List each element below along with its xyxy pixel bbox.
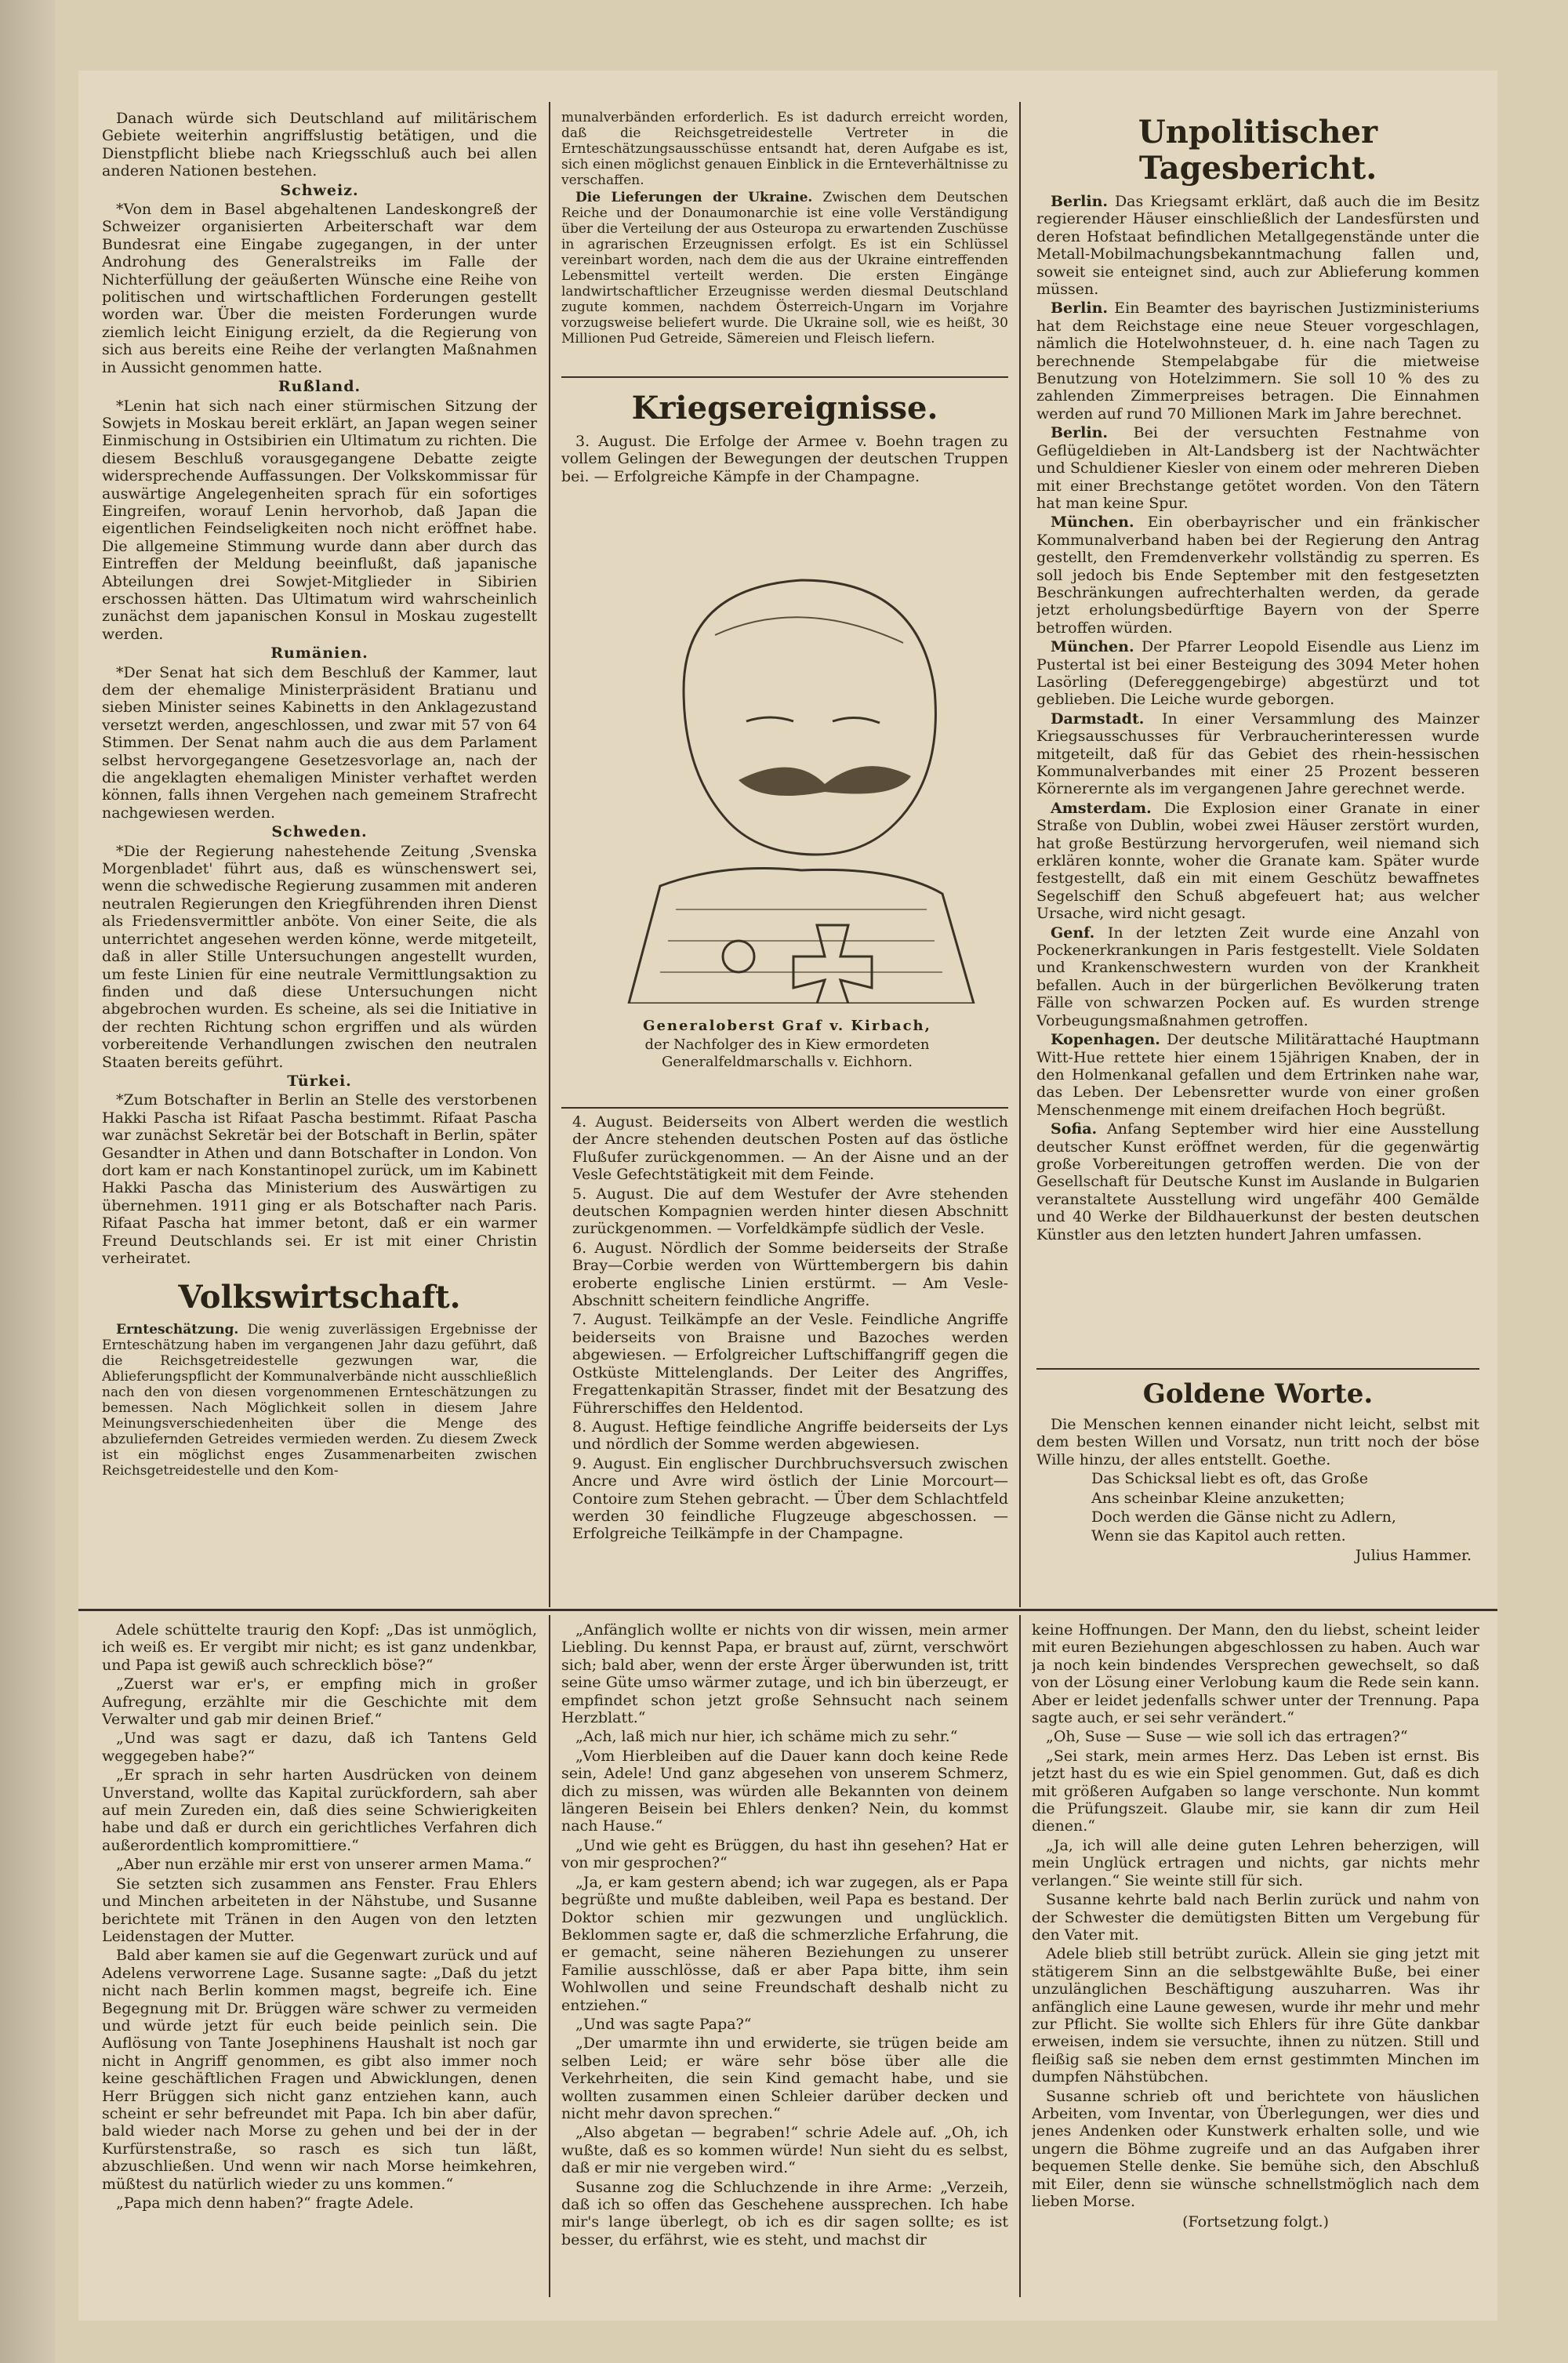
article-text [561,190,1008,347]
war-entry: 9. August. Ein englischer Durchbruchsversuch zwischen Ancre und Avre wird östlich der Linie Morcourt—Contoire zum Stehen gebracht. — Über dem Schlachtfeld werden 30 feindliche Flugzeuge abgeschossen. — Erfolgreiche Teilkämpfe in der Champagne. [572,1454,1008,1543]
story-paragraph: „Und was sagt er dazu, daß ich Tantens Geld weggegeben habe?“ [102,1730,537,1765]
section-heading: Türkei. [287,1072,352,1090]
news-item [1036,193,1479,298]
story-continuation: (Fortsetzung folgt.) [1182,2213,1329,2231]
article-text [102,1322,537,1479]
news-item [1036,638,1479,709]
news-body: Bei der versuchten Festnahme von Geflügeldieben in Alt-Landsberg ist der Nachtwächter und Schuldiener Kiesler von einem oder mehreren Dieben mit einer Brechstange getötet worden. Von den Tätern hat man keine Spur. [1036,424,1479,512]
caption-name: Generaloberst Graf v. Kirbach, [643,1018,931,1034]
column-politics [102,110,537,1603]
story-paragraph: „Der umarmte ihn und erwiderte, sie trügen beide am selben Leid; er wäre sehr böse über alle die Verkehrheiten, die sein Kind gemacht habe, und sie wollten zusammen einen Schleier darüber decken und nicht mehr davon sprechen.“ [561,2035,1008,2122]
caption-text: der Nachfolger des in Kiew ermordeten Generalfeldmarschalls v. Eichhorn. [644,1036,930,1070]
war-entry: 3. August. Die Erfolge der Armee v. Boehn tragen zu vollem Gelingen der Bewegungen der deutschen Truppen bei. — Erfolgreiche Kämpfe in der Champagne. [561,433,1008,485]
section-heading: Rumänien. [270,644,368,662]
story-paragraph: Bald aber kamen sie auf die Gegenwart zurück und auf Adelens verworrene Lage. Susanne sagte: „Daß du jetzt nicht nach Berlin kommen magst, begreife ich. Eine Begegnung mit Dr. Brüggen wäre schwer zu vermeiden und würde jetzt für euch beide peinlich sein. Die Auflösung von Tante Josephinens Haushalt ist noch gar nicht in Angriff genommen, es gibt also immer noch keine geschäftlichen Fragen und Abwicklungen, denen Herr Brüggen sich nicht ganz entziehen kann, auch scheint er sehr befreundet mit Papa. Ich bin aber dafür, bald wieder nach Morse zu gehen und bei der in der Kurfürstenstraße, so rasch es sich tun läßt, abzuschließen. Und wenn wir nach Morse heimkehren, müßtest du natürlich wieder zu uns kommen.“ [102,1947,537,2193]
war-entry: 6. August. Nördlich der Somme beiderseits der Straße Bray—Corbie werden von Württembergern bis dahin eroberte englische Linien erstürmt. — Am Vesle-Abschnitt scheitern feindliche Angriffe. [572,1239,1008,1310]
news-item [1036,1120,1479,1243]
news-body: Anfang September wird hier eine Ausstellung deutscher Kunst eröffnet werden, für die gegenwärtig große Vorbereitungen getroffen werden. Die von der Gesellschaft für Deutsche Kunst im Auslande in Bulgarien veranstaltete Ausstellung wird ungefähr 400 Gemälde und 40 Werke der Bildhauerkunst der besten deutschen Künstler aus den letzten hundert Jahren umfassen. [1036,1120,1479,1243]
story-column-3 [1032,1621,1479,2296]
column-rule [1019,1615,1021,2297]
article-lead: Ernteschätzung. [116,1322,239,1338]
story-paragraph: „Ja, ich will alle deine guten Lehren beherzigen, will mein Unglück ertragen und nichts, gar nichts mehr verlangen.“ Sie weinte still für sich. [1032,1836,1479,1889]
news-item [1036,924,1479,1029]
news-item [1036,299,1479,423]
column-rule [1019,102,1021,1607]
section-title-goldene-worte: Goldene Worte. [1142,1378,1374,1410]
poem-line: Ans scheinbar Kleine anzuketten; [1091,1489,1345,1507]
story-paragraph: Adele blieb still betrübt zurück. Allein sie ging jetzt mit stätigerem Sinn an die selbstgewählte Buße, bei einer unzulänglichen Beschäftigung auszuharren. Was ihr anfänglich eine Laune gewesen, wurde ihr mehr und mehr zur Pflicht. Sie wollte sich Ehlers für ihre Güte dankbar erweisen, indem sie versuchte, ihnen zu nützen. Still und fleißig saß sie neben dem ernst gestimmten Minchen im dumpfen Nähstübchen. [1032,1945,1479,2086]
story-paragraph: „Ja, er kam gestern abend; ich war zugegen, als er Papa begrüßte und mußte dableiben, weil Papa es bestand. Der Doktor schien mir gezwungen und unglücklich. Beklommen sagte er, daß die schmerzliche Erfahrung, die er gemacht, seine näheren Beziehungen zu unserer Familie ausschlösse, daß er aber Papa bitte, ihm sein Wohlwollen und seine Freundschaft deshalb nicht zu entziehen.“ [561,1873,1008,2014]
news-place: Darmstadt. [1051,710,1145,728]
section-heading: Schweiz. [280,181,359,199]
poem-line: Das Schicksal liebt es oft, das Große [1091,1470,1369,1488]
article-text: munalverbänden erforderlich. Es ist dadurch erreicht worden, daß die Reichsgetreidestelle Vertreter in die Ernteschätzungsausschüsse entsandt hat, deren Aufgabe es ist, sich einen möglichst genauen Einblick in die Ernteverhältnisse zu verschaffen. [561,110,1008,188]
war-entry: 8. August. Heftige feindliche Angriffe beiderseits der Lys und nördlich der Somme werden abgewiesen. [572,1417,1008,1454]
story-paragraph: „Sei stark, mein armes Herz. Das Leben ist ernst. Bis jetzt hast du es wie ein Spiel genommen. Gut, daß es dich mit größeren Aufgaben so lange verschonte. Nun kommt die Prüfungszeit. Glaube mir, sie kann dir zum Heil dienen.“ [1032,1747,1479,1835]
article-lead: Die Lieferungen der Ukraine. [575,190,813,205]
war-entry: 7. August. Teilkämpfe an der Vesle. Feindliche Angriffe beiderseits von Braisne und Bazoches werden abgewiesen. — Erfolgreicher Luftschiffangriff gegen die Ostküste Mittelenglands. Der Leiter des Angriffes, Fregattenkapitän Strasser, findet mit der Besatzung des Führerschiffes den Heldentod. [572,1311,1008,1417]
story-paragraph: „Und wie geht es Brüggen, du hast ihn gesehen? Hat er von mir gesprochen?“ [561,1836,1008,1872]
box-rule [561,376,1008,378]
story-paragraph: Susanne schrieb oft und berichtete von häuslichen Arbeiten, vom Inventar, von Überlegungen, wer dies und jenes Andenken oder Kunstwerk erhalten solle, und wie ungern die Böhme zugreife und an das Aufgaben ihrer bequemen Stelle denke. Sie bemühe sich, den Abschluß mit Eiler, denn sie wünsche schnellstmöglich nach dem lieben Morse. [1032,2087,1479,2210]
article-text: *Von dem in Basel abgehaltenen Landeskongreß der Schweizer organisierten Arbeiterschaft war dem Bundesrat eine Eingabe zugegangen, in der unter Androhung des Generalstreiks im Falle der Nichterfüllung der geäußerten Wünsche eine Reihe von politischen und wirtschaftlichen Forderungen gestellt worden war. Über die meisten Forderungen wurde ziemlich leicht Einigung erzielt, da die Regierung von sich aus bereits eine Reihe der verlangten Maßnahmen in Aussicht genommen hatte. [102,201,537,376]
page-gutter-left [0,0,55,2363]
quote-text: Die Menschen kennen einander nicht leicht, selbst mit dem besten Willen und Vorsatz, nun tritt noch der böse Wille hinzu, der alles entstellt. Goethe. [1036,1416,1479,1468]
story-paragraph: „Ach, laß mich nur hier, ich schäme mich zu sehr.“ [575,1728,958,1746]
news-place: Berlin. [1051,299,1109,318]
story-column-1 [102,1621,537,2296]
article-text: *Lenin hat sich nach einer stürmischen Sitzung der Sowjets in Moskau bereit erklärt, an Japan wegen seiner Einmischung in Ostsibirien ein Ultimatum zu richten. Die diesem Beschluß vorausgegangene Debatte zeigte widersprechende Auffassungen. Der Volkskommissar für auswärtige Angelegenheiten sprach für ein sofortiges Eingreifen, worauf Lenin hervorhob, daß Japan die eigentlichen Feindseligkeiten noch nicht eröffnet habe. Die allgemeine Stimmung wurde dann aber durch das Eintreffen der Meldung beeinflußt, daß japanische Abteilungen drei Sowjet-Mitglieder in Sibirien erschossen hätten. Das Ultimatum wird wahrscheinlich zunächst dem japanischen Konsul in Moskau zugestellt werden. [102,397,537,643]
news-place: Amsterdam. [1051,799,1152,817]
story-paragraph: Susanne kehrte bald nach Berlin zurück und nahm von der Schwester die demütigsten Bitten um Vergebung für den Vater mit. [1032,1891,1479,1944]
war-entry: 4. August. Beiderseits von Albert werden die westlich der Ancre stehenden deutschen Posten auf das östliche Flußufer zurückgenommen. — An der Aisne und an der Vesle Gefechtstätigkeit mit dem Feinde. [572,1113,1008,1184]
article-body: Zwischen dem Deutschen Reiche und der Donaumonarchie ist eine volle Verständigung über die Verteilung der aus Osteuropa zu erwartenden Zuschüsse in agrarischen Erzeugnissen erfolgt. Es ist ein Schlüssel vereinbart worden, nach dem die aus der Ukraine eintreffenden Lebensmittel verteilt werden. Die ersten Eingänge landwirtschaftlicher Erzeugnisse werden diesmal Deutschland zugute kommen, nachdem Österreich-Ungarn im Vorjahre vorzugsweise beliefert wurde. Die Ukraine soll, wie es heißt, 30 Millionen Pud Getreide, Sämereien und Fleisch liefern. [561,190,1008,347]
section-title-kriegsereignisse: Kriegsereignisse. [631,390,938,427]
news-item [1036,424,1479,512]
news-place: München. [1051,638,1134,656]
story-paragraph: „Anfänglich wollte er nichts von dir wissen, mein armer Liebling. Du kennst Papa, er braust auf, zürnt, verschwört sich; bald aber, wenn der erste Ärger überwunden ist, tritt seine Güte umso wärmer zutage, und ich bin überzeugt, er empfindet schon jetzt große Sehnsucht nach seinem Herzblatt.“ [561,1621,1008,1727]
article-text: *Der Senat hat sich dem Beschluß der Kammer, laut dem der ehemalige Ministerpräsident Bratianu und sieben Minister seines Kabinetts in den Anklagezustand versetzt werden, angeschlossen, und zwar mit 57 von 64 Stimmen. Der Senat nahm auch die aus dem Parlament selbst hervorgegangene Gesetzesvorlage an, nach der die angeklagten ehemaligen Minister verhaftet werden können, falls ihnen Vergehen nach gemeinem Strafrecht nachgewiesen werden. [102,663,537,822]
column-rule [549,102,550,1607]
section-title-tagesbericht: Unpolitischer Tagesbericht. [1138,114,1378,187]
article-text: *Zum Botschafter in Berlin an Stelle des verstorbenen Hakki Pascha ist Rifaat Pascha bestimmt. Rifaat Pascha war zunächst Sekretär bei der Botschaft in Berlin, später Gesandter in Athen und dann Botschafter in London. Von dort kam er nach Konstantinopel zurück, um im Kabinett Hakki Pascha das Ministerium des Auswärtigen zu übernehmen. 1911 ging er als Botschafter nach Paris. Rifaat Pascha hat immer betont, daß er ein warmer Freund Deutschlands sei. Er ist mit einer Christin verheiratet. [102,1091,537,1267]
story-paragraph: keine Hoffnungen. Der Mann, den du liebst, scheint leider mit euren Beziehungen abgeschlossen zu haben. Auch war ja noch kein bindendes Versprechen gewechselt, so daß von der Lösung einer Verlobung kaum die Rede sein kann. Aber er leidet jedenfalls schwer unter der Trennung. Papa sagte auch, er sei sehr verändert.“ [1032,1621,1479,1727]
box-rule [561,1107,1008,1109]
news-body: Der deutsche Militärattaché Hauptmann Witt-Hue rettete hier einem 15jährigen Knaben, der in den Holmenkanal gefallen und dem Ertrinken nahe war, das Leben. Der Lebensretter wurde von einer großen Menschenmenge mit einem dreifachen Hoch begrüßt. [1036,1031,1479,1119]
article-text: *Die der Regierung nahestehende Zeitung ‚Svenska Morgenbladet' führt aus, daß es wünschenswert sei, wenn die schwedische Regierung zusammen mit anderen neutralen Regierungen den Kriegführenden ihren Dienst als Friedensvermittler anböte. Von einer Seite, die als unterrichtet angesehen werden könne, werde mitgeteilt, daß in aller Stille Untersuchungen angestellt wurden, um feste Linien für eine neutrale Vermittlungsaktion zu finden und daß diese Untersuchungen nicht abgebrochen wurden. Es scheine, als sei die Initiative in der rechten Richtung schon ergriffen und als würden vorbereitende Verhandlungen zwischen den neutralen Staaten bereits geführt. [102,842,537,1071]
section-heading: Rußland. [278,378,361,396]
news-item [1036,800,1479,923]
story-paragraph: „Aber nun erzähle mir erst von unserer armen Mama.“ [116,1856,532,1874]
poem-author: Julius Hammer. [1355,1546,1472,1564]
news-item [1036,514,1479,637]
box-rule [1036,1368,1479,1370]
section-rule [78,1609,1497,1611]
column-daily-report [1036,110,1479,1364]
story-paragraph: „Oh, Suse — Suse — wie soll ich das ertragen?“ [1046,1728,1408,1746]
news-place: München. [1051,514,1134,532]
golden-words-box [1036,1374,1479,1601]
portrait-illustration [566,517,1008,1004]
section-heading: Schweden. [271,823,368,841]
poem-line: Wenn sie das Kapitol auch retten. [1091,1527,1346,1545]
story-column-2 [561,1621,1008,2296]
news-body: Der Pfarrer Leopold Eisendle aus Lienz im Pustertal ist bei einer Besteigung des 3094 Meter hohen Lasörling (Defereggengebirge) abgestürzt und tot geblieben. Die Leiche wurde geborgen. [1036,638,1479,709]
news-body: In der letzten Zeit wurde eine Anzahl von Pockenerkrankungen in Paris festgestellt. Viele Soldaten und Krankenschwestern wurden von der Krankheit befallen. Auch in der bürgerlichen Bevölkerung traten Fälle von schwarzen Pocken auf. Es wurden strenge Vorbeugungsmaßnahmen getroffen. [1036,924,1479,1029]
news-body: Das Kriegsamt erklärt, daß auch die im Besitz regierender Häuser einschließlich der Landesfürsten und deren Hofstaat befindlichen Metallgegenstände unter die Metall-Mobilmachungsbekanntmachung fallen und, soweit sie enteignet sind, auch zur Ablieferung kommen müssen. [1036,193,1479,299]
story-paragraph: „Vom Hierbleiben auf die Dauer kann doch keine Rede sein, Adele! Und ganz abgesehen von unserem Schmerz, dich zu missen, was würden alle Bekannten von deinem längeren Beisein bei Ehlers denken? Nein, du kommst nach Hause.“ [561,1747,1008,1835]
news-place: Genf. [1051,924,1095,942]
story-paragraph: „Papa mich denn haben?“ fragte Adele. [116,2194,414,2212]
news-body: In einer Versammlung des Mainzer Kriegsausschusses für Verbraucherinteressen wurde mitgeteilt, daß für das Gebiet des rhein-hessischen Kommunalverbandes mit einer 25 Prozent besseren Körnerernte als im vergangenen Jahre gerechnet werde. [1036,710,1479,798]
article-body: Die wenig zuverlässigen Ergebnisse der Ernteschätzung haben im vergangenen Jahr dazu geführt, daß die Reichsgetreidestelle gezwungen war, die Ablieferungspflicht der Kommunalverbände nicht ausschließlich nach den von diesen vorgenommenen Ernteschätzungen zu bemessen. Nach Möglichkeit sollen in diesem Jahre Meinungsverschiedenheiten über die Menge des abzuliefernden Getreides vermieden werden. Zu diesem Zweck ist ein möglichst enges Zusammenarbeiten zwischen Reichsgetreidestelle und den Kom- [102,1322,537,1479]
news-body: Ein oberbayrischer und ein fränkischer Kommunalverband haben bei der Regierung den Antrag gestellt, den Fremdenverkehr vollständig zu sperren. Es soll jedoch bis Ende September mit den festgesetzten Beschränkungen aufrechterhalten werden, da gerade jetzt erholungsbedürftige Bayern von der Sperre betroffen würden. [1036,514,1479,637]
war-events-list [572,1113,1008,1599]
news-place: Kopenhagen. [1051,1031,1160,1049]
section-title-volkswirtschaft: Volkswirtschaft. [178,1279,461,1316]
story-paragraph: Sie setzten sich zusammen ans Fenster. Frau Ehlers und Minchen arbeiteten in der Nähstube, und Susanne berichtete mit Tränen in den Augen von den letzten Leidenstagen der Mutter. [102,1875,537,1945]
story-paragraph: „Er sprach in sehr harten Ausdrücken von deinem Unverstand, wollte das Kapital zurückfordern, sah aber auf mein Zureden ein, daß dies seine Schwierigkeiten habe und daß er durch ein gerichtliches Verfahren dich außerordentlich kompromittiere.“ [102,1766,537,1854]
story-paragraph: „Also abgetan — begraben!“ schrie Adele auf. „Oh, ich wußte, daß es so kommen würde! Nun sieht du es selbst, daß er mir nie vergeben wird.“ [561,2124,1008,2177]
news-item [1036,1031,1479,1119]
war-events-box [561,386,1008,511]
story-paragraph: Adele schüttelte traurig den Kopf: „Das ist unmöglich, ich weiß es. Er vergibt mir nicht; es ist ganz undenkbar, und Papa ist gewiß auch schrecklich böse?“ [102,1621,537,1674]
story-paragraph: „Und was sagte Papa?“ [575,2015,752,2033]
news-place: Berlin. [1051,424,1109,442]
article-text: Danach würde sich Deutschland auf militärischem Gebiete weiterhin angriffslustig betätigen, und die Dienstpflicht bliebe nach Kriegsschluß auch bei allen anderen Nationen bestehen. [102,110,537,180]
poem-line: Doch werden die Gänse nicht zu Adlern, [1091,1508,1396,1526]
news-item [1036,710,1479,798]
news-place: Berlin. [1051,193,1109,210]
story-paragraph: Susanne zog die Schluchzende in ihre Arme: „Verzeih, daß ich so offen das Geschehene aussprechen. Ich habe mir's lange überlegt, ob ich es dir sagen sollte; es ist besser, du erfährst, wie es steht, und machst dir [561,2178,1008,2249]
story-paragraph: „Zuerst war er's, er empfing mich in großer Aufregung, erzählte mir die Geschichte mit dem Verwalter und gab mir deinen Brief.“ [102,1675,537,1729]
war-entry: 5. August. Die auf dem Westufer der Avre stehenden deutschen Kompagnien werden hinter diesen Abschnitt zurückgenommen. — Vorfeldkämpfe südlich der Vesle. [572,1185,1008,1238]
news-place: Sofia. [1051,1120,1098,1138]
portrait-caption [566,1016,1008,1071]
column-rule [549,1615,550,2297]
news-body: Die Explosion einer Granate in einer Straße von Dublin, wobei zwei Häuser zerstört wurden, hat große Bestürzung hervorgerufen, weil niemand sich erklären konnte, woher die Granate kam. Später wurde festgestellt, daß ein mit einem Geschütz bewaffnetes Segelschiff den Schuß abgefeuert hat; aus welcher Ursache, wird nicht gesagt. [1036,799,1479,923]
news-body: Ein Beamter des bayrischen Justizministeriums hat dem Reichstage eine neue Steuer vorgeschlagen, nämlich die Hotelwohnsteuer, d. h. eine nach Tagen zu berechnende Stempelabgabe für die mietweise Benutzung von Hotelzimmern. Sie soll 10 % des zu zahlenden Zimmerpreises betragen. Die Einnahmen werden auf rund 70 Millionen Mark im Jahre berechnet. [1036,299,1479,423]
